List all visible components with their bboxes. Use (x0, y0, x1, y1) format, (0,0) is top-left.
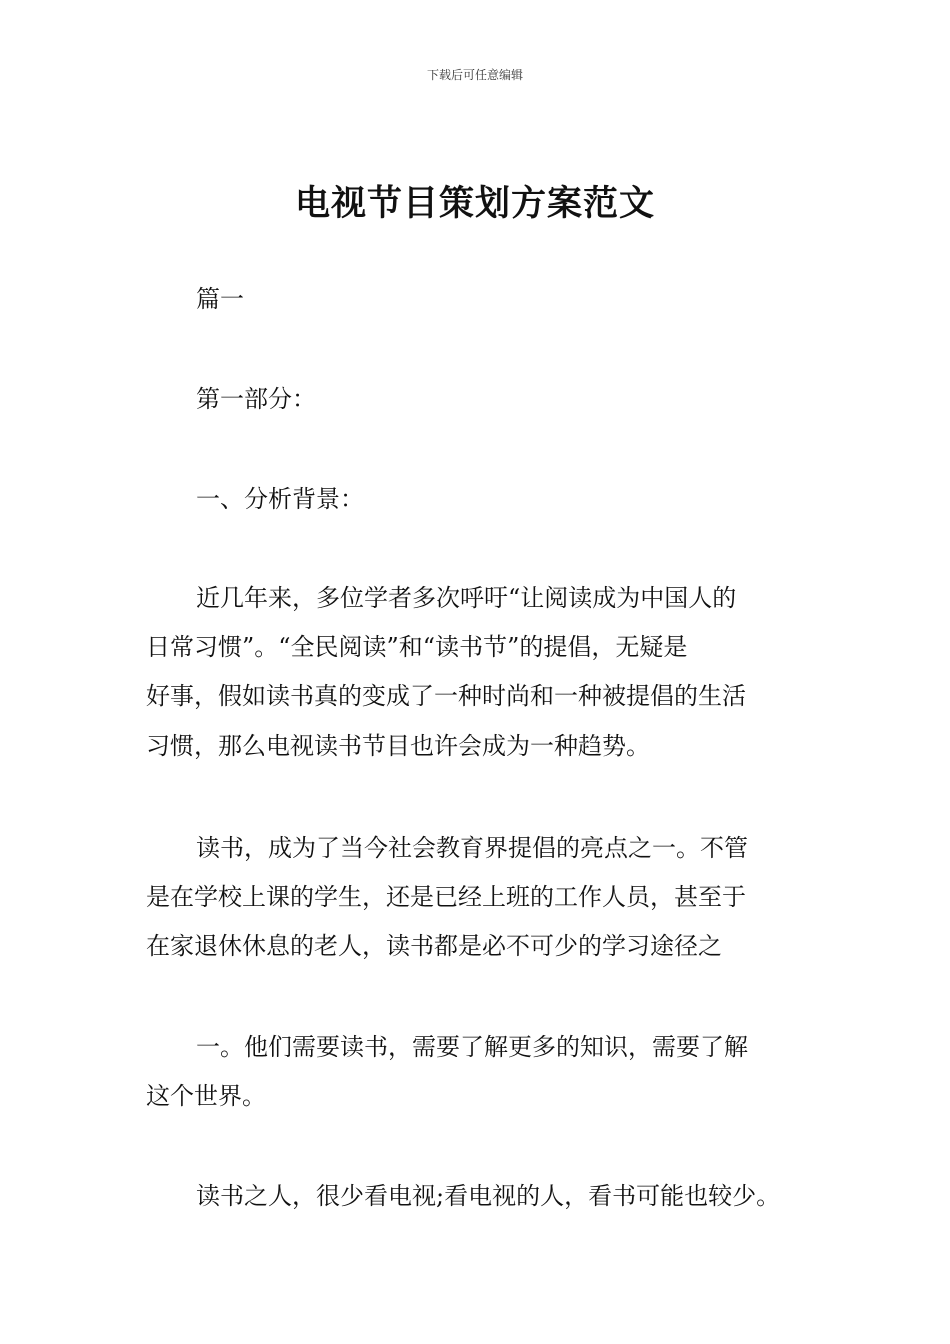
header-note: 下载后可任意编辑 (426, 68, 523, 82)
document-title: 电视节目策划方案范文 (294, 184, 655, 224)
paragraph-line: 近几年来，多位学者多次呼吁“让阅读成为中国人的 (196, 584, 737, 612)
paragraph-line: 读书，成为了当今社会教育界提倡的亮点之一。不管 (196, 834, 748, 862)
paragraph-line: 一。他们需要读书，需要了解更多的知识，需要了解 (196, 1033, 748, 1061)
heading-subsection: 一、分析背景： (196, 485, 364, 513)
paragraph-line: 是在学校上课的学生，还是已经上班的工作人员，甚至于 (146, 883, 746, 911)
paragraph-line: 习惯，那么电视读书节目也许会成为一种趋势。 (146, 732, 650, 760)
paragraph-line: 这个世界。 (146, 1082, 266, 1110)
heading-section: 第一部分： (196, 385, 316, 413)
paragraph-line: 好事，假如读书真的变成了一种时尚和一种被提倡的生活 (146, 682, 746, 710)
paragraph-line: 在家退休休息的老人，读书都是必不可少的学习途径之 (146, 932, 722, 960)
paragraph-line: 日常习惯”。“全民阅读”和“读书节”的提倡，无疑是 (146, 633, 688, 661)
paragraph-line: 读书之人，很少看电视;看电视的人，看书可能也较少。 (196, 1182, 781, 1210)
heading-part: 篇一 (196, 285, 244, 313)
